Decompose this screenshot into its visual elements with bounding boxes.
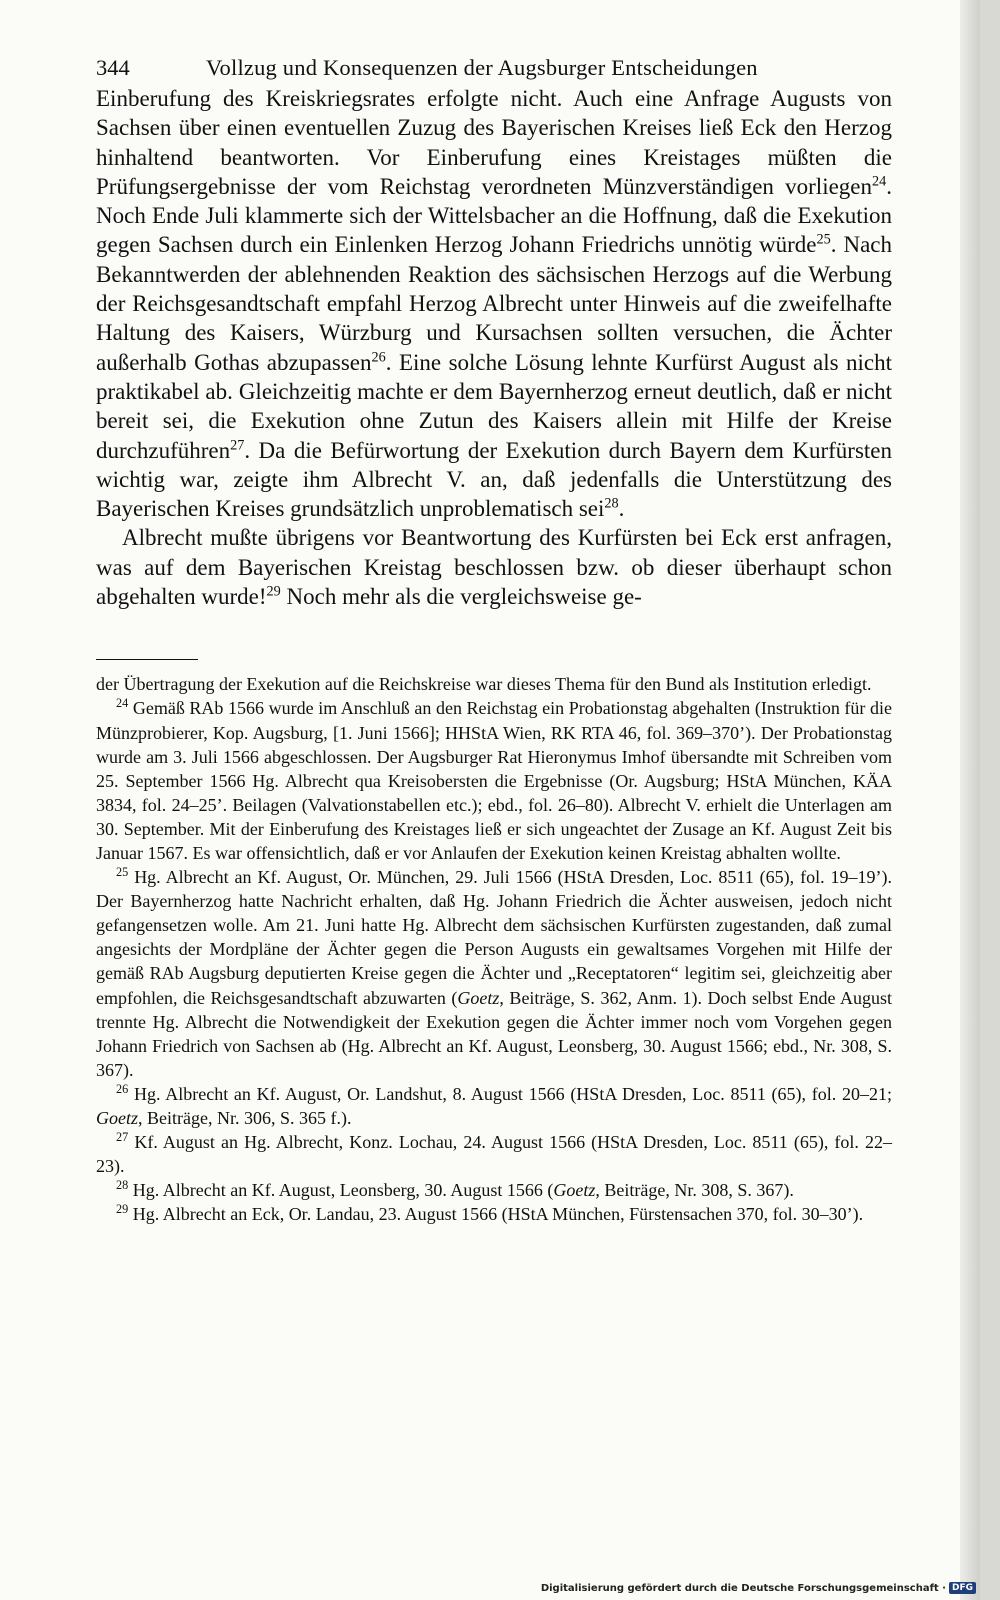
footnote-text: Hg. Albrecht an Eck, Or. Landau, 23. August 1566 (HStA München, Fürstensachen 370, fol. 30–30’). [132,1204,864,1225]
footnote-ref-29[interactable]: 29 [266,583,281,600]
funding-credit [541,1582,976,1594]
text-span: . Nach Bekanntwerden der ablehnenden Reaktion des sächsischen Herzogs auf die Werbung der Reichsgesandtschaft empfahl Herzog Albrecht unter Hinweis auf die zweifelhafte Haltung des Kaisers, Würzburg und Kursachsen sollten versuchen, die Ächter außerhalb Gothas abzupassen [96,232,893,375]
text-span: Noch mehr als die vergleichsweise ge- [280,584,642,610]
author-name: Goetz [553,1180,596,1201]
footnote-25 [96,865,892,1082]
footnote-text: Hg. Albrecht an Kf. August, Leonsberg, 30. August 1566 ( [132,1180,554,1201]
footnote-24 [96,696,892,865]
author-name: Goetz [457,987,500,1008]
page-header [96,54,892,84]
text-span: . [618,496,625,522]
footnote-text: Hg. Albrecht an Kf. August, Or. Landshut, 8. August 1566 (HStA Dresden, Loc. 8511 (65), fol. 20–21; [133,1083,893,1104]
footnotes [96,672,892,1226]
footnote-text: Gemäß RAb 1566 wurde im Anschluß an den Reichstag ein Probationstag abgehalten (Instruktion für die Münzprobierer, Kop. Augsburg, [1. Juni 1566]; HHStA Wien, RK RTA 46, fol. 369–370’). Der Probationstag wurde am 3. Juli 1566 abgeschlossen. Der Augsburger Rat Hieronymus Imhof übersandte mit Schreiben vom 25. September 1566 Hg. Albrecht qua Kreisobersten die Ergebnisse (Or. Augsburg; HStA München, KÄA 3834, fol. 24–25’. Beilagen (Valvationstabellen etc.); ebd., fol. 26–80). Albrecht V. erhielt die Unterlagen am 30. September. Mit der Einberufung des Kreistages ließ er sich ungeachtet der Zusage an Kf. August Zeit bis Januar 1567. Es war offensichtlich, daß er vor Anlaufen der Exekution keinen Kreistag abhalten wollte. [96,698,893,863]
footnote-text: , Beiträge, Nr. 306, S. 365 f.). [138,1108,352,1129]
footnote-ref-27[interactable]: 27 [230,436,245,453]
footnote-ref-26[interactable]: 26 [371,349,386,366]
text-span: Albrecht mußte übrigens vor Beantwortung des Kurfürsten bei Eck erst anfragen, was auf dem Bayerischen Kreistag beschlossen bzw. ob dieser überhaupt schon abgehalten wurde! [96,525,892,610]
footnote-marker: 24 [116,696,129,711]
running-title: Vollzug und Konsequenzen der Augsburger Entscheidungen [206,55,758,80]
footnote-text: , Beiträge, Nr. 308, S. 367). [595,1180,794,1201]
dfg-logo: DFG [949,1582,976,1594]
footnote-29 [96,1202,892,1226]
footnote-28 [96,1178,892,1202]
paragraph-1 [96,84,892,523]
main-text [96,84,892,611]
text-span: . Eine solche Lösung lehnte Kurfürst August als nicht praktikabel ab. Gleichzeitig machte er dem Bayernherzog erneut deutlich, daß er nicht bereit sei, die Exekution ohne Zutun des Kaisers allein mit Hilfe der Kreise durchzuführen [96,349,892,463]
footnote-26 [96,1082,892,1130]
footnote-divider [96,659,198,660]
footnote-ref-24[interactable]: 24 [872,173,887,190]
footnote-marker: 28 [116,1178,129,1193]
book-spine-shadow [960,0,980,1600]
footnote-27 [96,1130,892,1178]
footnote-marker: 25 [116,865,129,880]
footnote-continuation: der Übertragung der Exekution auf die Reichskreise war dieses Thema für den Bund als Institution erledigt. [96,674,872,695]
footnote-text: Hg. Albrecht an Kf. August, Or. München, 29. Juli 1566 (HStA Dresden, Loc. 8511 (65), fol. 19–19’). Der Bayernherzog hatte Nachricht erhalten, daß Hg. Johann Friedrich die Ächter ausweisen, jedoch nicht gefangensetzen wolle. Am 21. Juni hatte Hg. Albrecht dem sächsischen Kurfürsten zugestanden, daß zumal angesichts der Mordpläne der Ächter gegen die Person Augusts ein gewaltsames Vorgehen mit Hilfe der gemäß RAb Augsburg deputierten Kreise gegen die Ächter und „Receptatoren“ legitim sei, gleichzeitig aber empfohlen, die Reichsgesandtschaft abzuwarten ( [96,867,893,1008]
footnote-ref-28[interactable]: 28 [604,495,619,512]
footnote-marker: 27 [116,1130,129,1145]
footnote-marker: 29 [116,1202,129,1217]
text-span: Einberufung des Kreiskriegsrates erfolgte nicht. Auch eine Anfrage Augusts von Sachsen über einen eventuellen Zuzug des Bayerischen Kreises ließ Eck den Herzog hinhaltend beantworten. Vor Einberufung eines Kreistages müßten die Prüfungsergebnisse der vom Reichstag verordneten Münzverständigen vorliegen [96,86,892,199]
page-number: 344 [96,55,130,80]
author-name: Goetz [96,1108,138,1129]
footnote-ref-25[interactable]: 25 [816,231,831,248]
footnote-text: , Beiträge, S. 362, Anm. 1). Doch selbst Ende August trennte Hg. Albrecht die Notwendigkeit der Exekution gegen die Ächter immer noch vom Vorgehen gegen Johann Friedrich von Sachsen ab (Hg. Albrecht an Kf. August, Leonsberg, 30. August 1566; ebd., Nr. 308, S. 367). [96,987,892,1080]
paragraph-2 [96,523,892,611]
credit-text: Digitalisierung gefördert durch die Deutsche Forschungsgemeinschaft · [540,1582,946,1594]
text-span: . Da die Befürwortung der Exekution durch Bayern dem Kurfürsten wichtig war, zeigte ihm Albrecht V. an, daß jedenfalls die Unterstützung des Bayerischen Kreises grundsätzlich unproblematisch sei [96,437,892,522]
footnote-marker: 26 [116,1081,129,1096]
text-span: . Noch Ende Juli klammerte sich der Wittelsbacher an die Hoffnung, daß die Exekution gegen Sachsen durch ein Einlenken Herzog Johann Friedrichs unnötig würde [96,173,892,258]
footnote-text: Kf. August an Hg. Albrecht, Konz. Lochau, 24. August 1566 (HStA Dresden, Loc. 8511 (65), fol. 22–23). [96,1132,893,1177]
